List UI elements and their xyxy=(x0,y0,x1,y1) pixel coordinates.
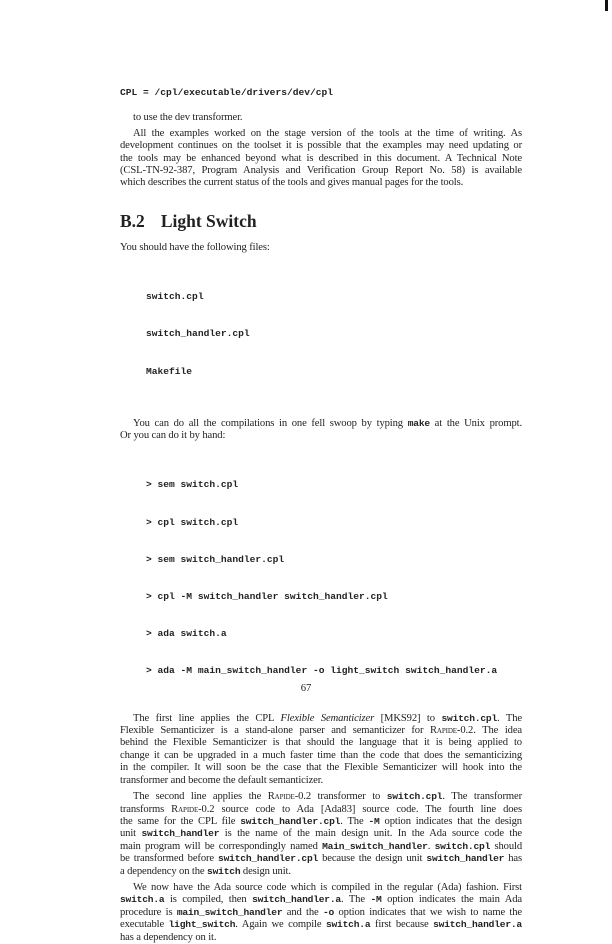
text-run: has a dependency on it. xyxy=(120,931,217,943)
text-line xyxy=(120,750,522,762)
text-run: in the compiler. It will soon be the case that the Flexible Semanticizer will hook into the xyxy=(120,762,522,774)
text-run: a dependency on the xyxy=(120,865,208,877)
text-run: should xyxy=(490,840,522,852)
text-run: to use the dev transformer. xyxy=(133,112,243,124)
code-term: switch_handler xyxy=(141,828,220,840)
code-term: switch.cpl xyxy=(434,840,491,852)
text-line xyxy=(120,112,522,124)
text-line xyxy=(120,153,522,165)
page-number: 67 xyxy=(300,683,312,694)
text-run: [MKS92] to xyxy=(374,712,442,724)
paragraph-ada-compile xyxy=(120,882,522,944)
text-run: (CSL-TN-92-387, Program Analysis and Verification Group Report No. 58) is available xyxy=(120,165,522,177)
text-line xyxy=(120,430,522,442)
text-run: executable xyxy=(120,919,169,931)
small-caps-term: Rapide xyxy=(171,803,199,815)
emphasis: Flexible Semanticizer xyxy=(280,712,375,724)
scan-mark xyxy=(605,0,608,11)
command-line: > ada -M main_switch_handler -o light_switch switch_handler.a xyxy=(146,665,498,677)
code-term: Main_switch_handler xyxy=(322,840,428,852)
text-line xyxy=(120,894,522,906)
code-term: switch_handler.a xyxy=(433,919,522,931)
code-term: switch.cpl xyxy=(386,791,443,803)
text-run: first because xyxy=(370,919,434,931)
command-line: > cpl -M switch_handler switch_handler.cpl xyxy=(146,591,388,602)
text-line xyxy=(120,866,522,878)
text-line xyxy=(120,737,522,749)
text-run: . The transformer xyxy=(442,791,522,803)
command-line: > sem switch.cpl xyxy=(146,479,239,491)
cpl-variable-line: CPL = /cpl/executable/drivers/dev/cpl xyxy=(120,87,334,98)
code-term: switch_handler.cpl xyxy=(218,853,319,865)
text-line xyxy=(120,804,522,816)
section-heading xyxy=(120,210,522,232)
command-line: > cpl switch.cpl xyxy=(146,516,239,528)
section-title: Light Switch xyxy=(160,210,257,231)
text-line xyxy=(120,775,522,787)
text-line xyxy=(120,713,522,725)
text-run: -0.2 source code to Ada [Ada83] source code. The fourth line does xyxy=(198,803,523,815)
code-term: switch_handler xyxy=(426,853,505,865)
text-line xyxy=(120,853,522,865)
text-run: You should have the following files: xyxy=(120,241,270,253)
text-run: You can do all the compilations in one fell swoop by typing xyxy=(133,417,408,429)
text-run: design unit. xyxy=(240,865,291,877)
text-run: at the Unix prompt. xyxy=(429,417,522,429)
text-run: The second line applies the xyxy=(133,791,268,803)
text-run: the tools may be enhanced beyond what is described in this document. A Technical Note xyxy=(120,152,522,164)
text-line xyxy=(120,762,522,774)
code-term: switch.a xyxy=(120,894,165,906)
text-line xyxy=(120,828,522,840)
code-term: -M xyxy=(370,894,382,906)
code-term: switch.cpl xyxy=(441,712,498,724)
text-run: because the design unit xyxy=(318,853,427,865)
command-line: > sem switch_handler.cpl xyxy=(146,553,285,565)
paragraph-first-line xyxy=(120,713,522,787)
section-number: B.2 xyxy=(120,210,145,231)
text-line xyxy=(120,418,522,430)
text-line xyxy=(120,841,522,853)
file-list xyxy=(120,266,522,402)
file-item: switch.cpl xyxy=(146,291,204,303)
code-term: make xyxy=(407,417,430,429)
paragraph-examples-note xyxy=(120,128,522,190)
code-term: -o xyxy=(323,906,335,918)
text-run: main program will be correspondingly named xyxy=(120,840,323,852)
text-run: . The xyxy=(340,894,371,906)
text-run: option indicates the main Ada xyxy=(381,894,522,906)
text-run: . xyxy=(427,840,435,852)
text-run: Flexible Semanticizer is a stand-alone parser and semanticizer for xyxy=(120,725,430,737)
file-item: Makefile xyxy=(146,365,193,377)
text-line xyxy=(120,128,522,140)
paragraph-files-intro xyxy=(120,242,522,254)
text-run: . The xyxy=(497,712,523,724)
small-caps-term: Rapide xyxy=(267,791,295,803)
code-term: switch_handler.a xyxy=(252,894,341,906)
text-run: the same for the CPL file xyxy=(120,815,241,827)
text-line xyxy=(120,882,522,894)
code-term: main_switch_handler xyxy=(176,906,283,918)
file-item: switch_handler.cpl xyxy=(146,328,250,340)
text-run: has xyxy=(504,853,522,865)
text-line xyxy=(120,165,522,177)
text-line xyxy=(120,932,522,944)
small-caps-term: Rapide xyxy=(429,725,457,737)
text-run: development continues on the toolset it is possible that the examples may need updating or xyxy=(120,140,522,152)
command-list xyxy=(120,455,522,703)
text-run: unit xyxy=(120,828,142,840)
text-run: transformer and become the default semanticizer. xyxy=(120,774,324,786)
text-run: behind the Flexible Semanticizer is that should the language that it is being applied to xyxy=(120,737,522,749)
text-run: . The xyxy=(340,815,369,827)
text-run: The first line applies the CPL xyxy=(133,712,281,724)
text-run: -0.2 transformer to xyxy=(294,791,387,803)
paragraph-second-line xyxy=(120,791,522,878)
text-run: is the name of the main design unit. In the Ada source code the xyxy=(219,828,522,840)
text-run: change it can be upgraded in a much faster time than the code that does the semanticizing xyxy=(120,749,522,761)
command-line: > ada switch.a xyxy=(146,628,227,640)
text-line xyxy=(120,816,522,828)
text-line xyxy=(120,140,522,152)
paragraph-dev-transformer xyxy=(120,112,522,124)
text-line xyxy=(120,177,522,189)
text-run: Or you can do it by hand: xyxy=(120,430,226,442)
text-run: option indicates that the design xyxy=(379,815,522,827)
text-run: procedure is xyxy=(120,906,177,918)
text-line xyxy=(120,907,522,919)
text-line xyxy=(120,242,522,254)
text-run: which describes the current status of the tools and gives manual pages for the tools. xyxy=(120,177,464,189)
text-run: transforms xyxy=(120,803,172,815)
text-line xyxy=(120,919,522,931)
text-run: and the xyxy=(282,906,323,918)
page-body xyxy=(120,87,522,944)
paragraph-compilations xyxy=(120,418,522,443)
text-line xyxy=(120,725,522,737)
text-run: We now have the Ada source code which is compiled in the regular (Ada) fashion. First xyxy=(133,881,522,893)
text-run: All the examples worked on the stage version of the tools at the time of writing. As xyxy=(133,127,522,139)
text-run: -0.2. The idea xyxy=(456,725,522,737)
code-term: light_switch xyxy=(168,919,236,931)
code-term: switch.a xyxy=(325,919,371,931)
text-run: be transformed before xyxy=(120,853,219,865)
code-term: -M xyxy=(368,815,380,827)
code-term: switch xyxy=(207,865,241,877)
text-run: . Again we compile xyxy=(235,919,326,931)
text-run: is compiled, then xyxy=(164,894,253,906)
text-run: option indicates that we wish to name the xyxy=(334,906,522,918)
text-line xyxy=(120,791,522,803)
code-term: switch_handler.cpl xyxy=(240,815,341,827)
